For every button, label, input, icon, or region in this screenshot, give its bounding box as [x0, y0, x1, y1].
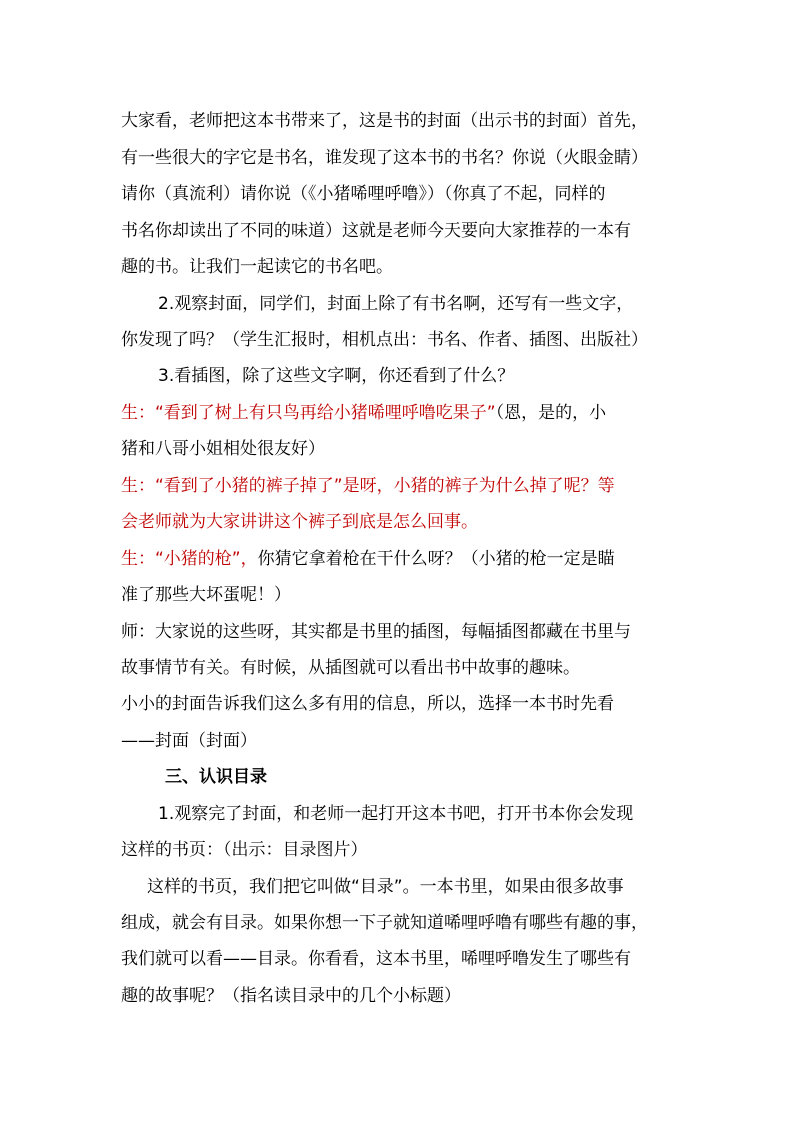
text-line: ——封面（封面） — [121, 731, 257, 751]
student-answer-line — [121, 541, 681, 578]
text-line: 趣的书。让我们一起读它的书名吧。 — [121, 257, 393, 277]
text-line: 书名你却读出了不同的味道）这就是老师今天要向大家推荐的一本有 — [121, 221, 631, 241]
text-line: 小小的封面告诉我们这么多有用的信息，所以，选择一本书时先看 — [121, 694, 614, 714]
teacher-comment: 你猜它拿着枪在干什么呀？（小猪的枪一定是瞄 — [257, 549, 615, 569]
text-line: 趣的故事呢？（指名读目录中的几个小标题） — [121, 986, 461, 1006]
text-line: 有一些很大的字它是书名，谁发现了这本书的书名？你说（火眼金睛） — [121, 148, 648, 168]
text-line: 2.观察封面，同学们，封面上除了有书名啊，还写有一些文字， — [158, 294, 634, 314]
student-answer-line: 会老师就为大家讲讲这个裤子到底是怎么回事。 — [121, 512, 478, 532]
text-line: 这样的书页，我们把它叫做“目录”。一本书里，如果由很多故事 — [147, 877, 624, 897]
text-line: 师：大家说的这些呀，其实都是书里的插图，每幅插图都藏在书里与 — [121, 622, 631, 642]
text-line: 猪和八哥小姐相处很友好） — [121, 439, 325, 459]
teacher-comment: （恩，是的，小 — [495, 403, 607, 423]
text-line: 大家看，老师把这本书带来了，这是书的封面（出示书的封面）首先， — [121, 111, 648, 131]
text-line: 请你（真流利）请你说（《小猪唏哩呼噜》）（你真了不起，同样的 — [121, 184, 606, 204]
text-line: 1.观察完了封面，和老师一起打开这本书吧，打开书本你会发现 — [158, 804, 634, 824]
section-heading: 三、认识目录 — [165, 767, 267, 787]
text-line: 这样的书页：（出示：目录图片） — [121, 840, 368, 860]
text-line: 故事情节有关。有时候，从插图就可以看出书中故事的趣味。 — [121, 658, 580, 678]
text-line: 准了那些大坏蛋呢！） — [121, 585, 291, 605]
student-quote: 生：“小猪的枪”， — [121, 549, 258, 569]
student-quote: 生：“看到了树上有只鸟再给小猪唏哩呼噜吃果子” — [121, 403, 496, 423]
text-line: 你发现了吗？（学生汇报时，相机点出：书名、作者、插图、出版社） — [121, 330, 648, 350]
text-line: 我们就可以看——目录。你看看，这本书里，唏哩呼噜发生了哪些有 — [121, 949, 631, 969]
text-line: 组成，就会有目录。如果你想一下子就知道唏哩呼噜有哪些有趣的事， — [121, 913, 648, 933]
student-answer-line — [121, 395, 681, 432]
student-answer-line: 生：“看到了小猪的裤子掉了”是呀，小猪的裤子为什么掉了呢？等 — [121, 476, 615, 496]
text-line: 3.看插图，除了这些文字啊，你还看到了什么？ — [158, 366, 515, 386]
